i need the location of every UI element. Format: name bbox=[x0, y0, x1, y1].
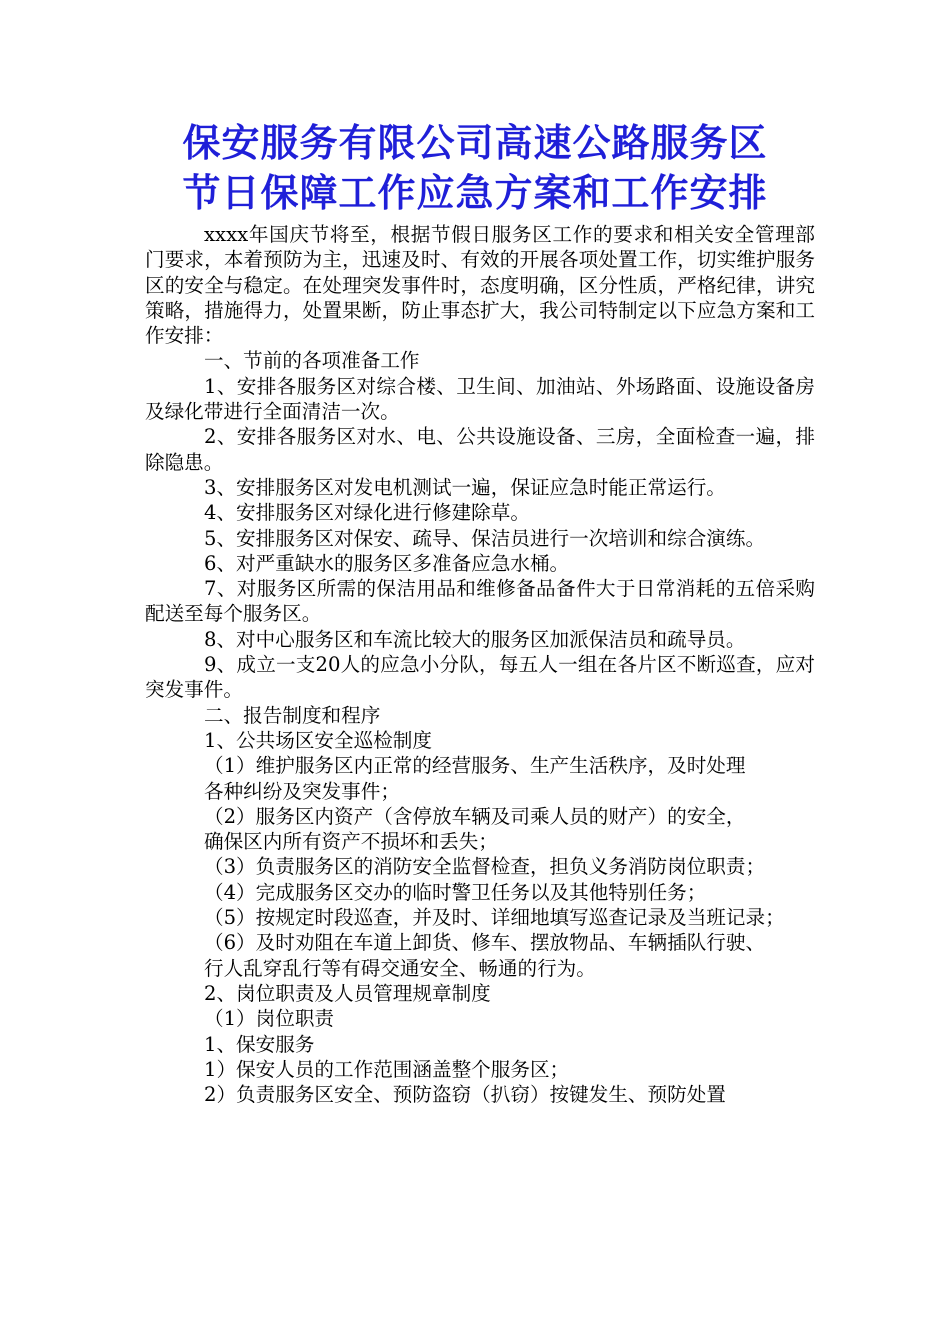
paragraph: （1）维护服务区内正常的经营服务、生产生活秩序，及时处理 bbox=[204, 754, 746, 778]
title-line-1: 保安服务有限公司高速公路服务区 bbox=[182, 120, 768, 165]
paragraph: （4）完成服务区交办的临时警卫任务以及其他特别任务； bbox=[204, 880, 707, 904]
paragraph: 1、公共场区安全巡检制度 bbox=[204, 728, 432, 752]
paragraph: 6、对严重缺水的服务区多准备应急水桶。 bbox=[204, 551, 570, 575]
paragraph: 4、安排服务区对绿化进行修建除草。 bbox=[204, 501, 530, 525]
paragraph: 一、节前的各项准备工作 bbox=[204, 349, 420, 373]
paragraph: 行人乱穿乱行等有碍交通安全、畅通的行为。 bbox=[204, 956, 596, 980]
paragraph: 1）保安人员的工作范围涵盖整个服务区； bbox=[204, 1057, 570, 1081]
paragraph: 各种纠纷及突发事件； bbox=[204, 779, 400, 803]
title-line-2: 节日保障工作应急方案和工作安排 bbox=[182, 170, 768, 215]
paragraph: （2）服务区内资产（含停放车辆及司乘人员的财产）的安全， bbox=[204, 804, 746, 828]
paragraph: 2）负责服务区安全、预防盗窃（扒窃）按键发生、预防处置 bbox=[204, 1083, 726, 1107]
paragraph: 1、安排各服务区对综合楼、卫生间、加油站、外场路面、设施设备房及绿化带进行全面清洁一次。 bbox=[145, 374, 815, 424]
document-title bbox=[0, 118, 950, 218]
paragraph: （3）负责服务区的消防安全监督检查，担负义务消防岗位职责； bbox=[204, 855, 766, 879]
paragraph: 1、保安服务 bbox=[204, 1032, 315, 1056]
paragraph: 确保区内所有资产不损坏和丢失； bbox=[204, 830, 498, 854]
paragraph: 3、安排服务区对发电机测试一遍，保证应急时能正常运行。 bbox=[204, 475, 726, 499]
paragraph: 8、对中心服务区和车流比较大的服务区加派保洁员和疏导员。 bbox=[204, 627, 746, 651]
document-body bbox=[145, 222, 815, 1107]
paragraph: xxxx年国庆节将至，根据节假日服务区工作的要求和相关安全管理部门要求，本着预防为主，迅速及时、有效的开展各项处置工作，切实维护服务区的安全与稳定。在处理突发事件时，态度明确，区分性质，严格纪律，讲究策略，措施得力，处置果断，防止事态扩大，我公司特制定以下应急方案和工作安排： bbox=[145, 223, 815, 348]
paragraph: 二、报告制度和程序 bbox=[204, 703, 381, 727]
paragraph: 2、安排各服务区对水、电、公共设施设备、三房，全面检查一遍，排除隐患。 bbox=[145, 425, 815, 474]
paragraph: 2、岗位职责及人员管理规章制度 bbox=[204, 981, 491, 1005]
paragraph: （5）按规定时段巡查，并及时、详细地填写巡查记录及当班记录； bbox=[204, 906, 785, 930]
paragraph: 7、对服务区所需的保洁用品和维修备品备件大于日常消耗的五倍采购配送至每个服务区。 bbox=[145, 577, 815, 626]
paragraph: （6）及时劝阻在车道上卸货、修车、摆放物品、车辆插队行驶、 bbox=[204, 931, 766, 955]
paragraph: 9、成立一支20人的应急小分队，每五人一组在各片区不断巡查，应对突发事件。 bbox=[145, 653, 815, 702]
paragraph: （1）岗位职责 bbox=[204, 1007, 335, 1031]
paragraph: 5、安排服务区对保安、疏导、保洁员进行一次培训和综合演练。 bbox=[204, 526, 766, 550]
